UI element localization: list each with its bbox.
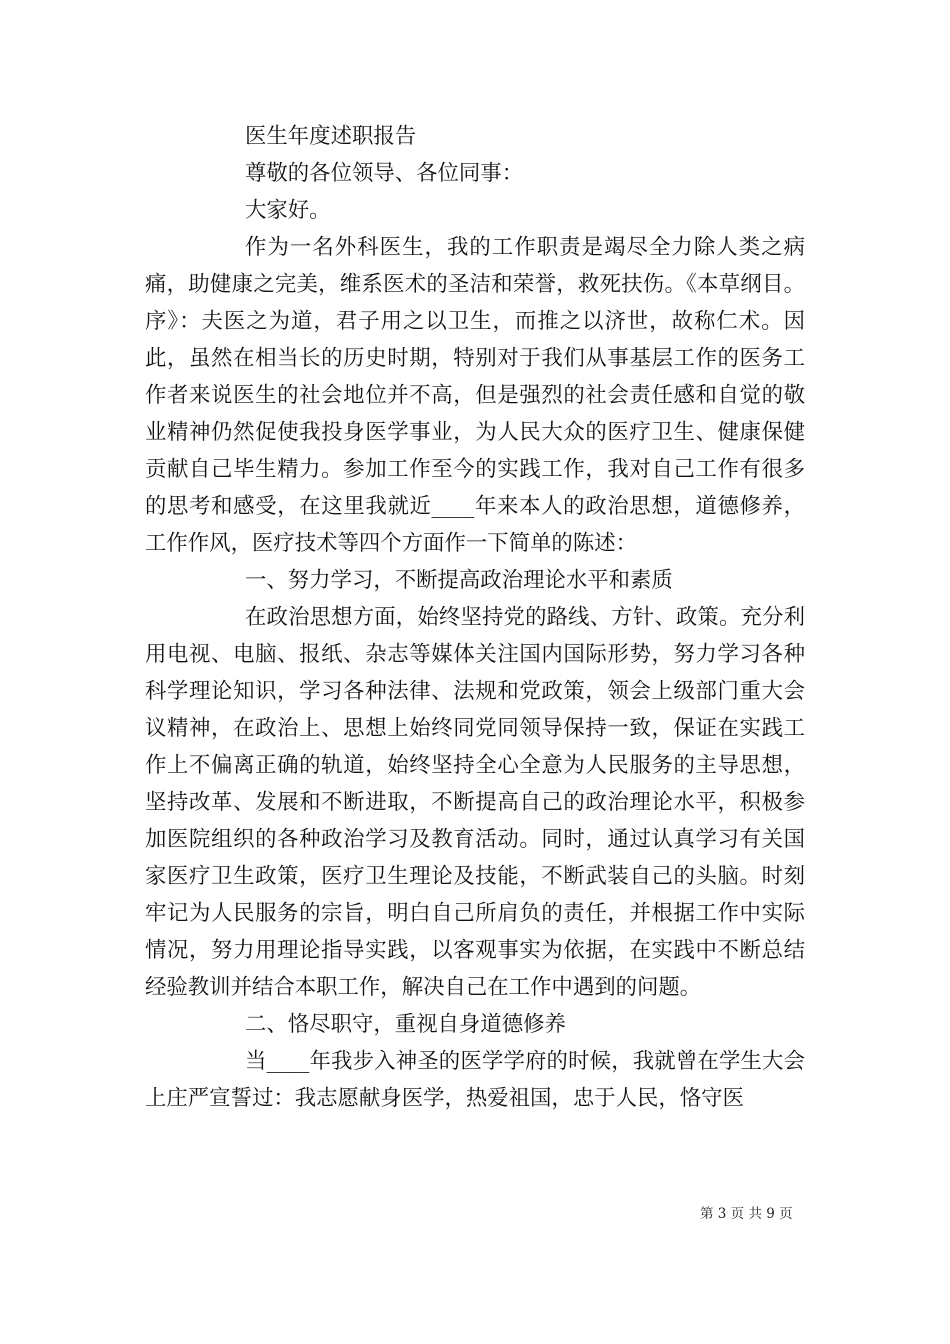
page-number: 第 3 页 共 9 页: [700, 1206, 793, 1222]
document-body: [145, 118, 805, 1117]
section-1-heading: 一、努力学习，不断提高政治理论水平和素质: [245, 568, 673, 593]
intro-paragraph: 作为一名外科医生，我的工作职责是竭尽全力除人类之病痛，助健康之完美，维系医术的圣洁和荣誉，救死扶伤。《本草纲目。序》：夫医之为道，君子用之以卫生，而推之以济世，故称仁术。因此，虽然在相当长的历史时期，特别对于我们从事基层工作的医务工作者来说医生的社会地位并不高，但是强烈的社会责任感和自觉的敬业精神仍然促使我投身医学事业，为人民大众的医疗卫生、健康保健贡献自己毕生精力。参加工作至今的实践工作，我对自己工作有很多的思考和感受，在这里我就近____年来本人的政治思想，道德修养，工作作风，医疗技术等四个方面作一下简单的陈述：: [145, 235, 805, 556]
section-1-paragraph: 在政治思想方面，始终坚持党的路线、方针、政策。充分利用电视、电脑、报纸、杂志等媒体关注国内国际形势，努力学习各种科学理论知识，学习各种法律、法规和党政策，领会上级部门重大会议精神，在政治上、思想上始终同党同领导保持一致，保证在实践工作上不偏离正确的轨道，始终坚持全心全意为人民服务的主导思想，坚持改革、发展和不断进取，不断提高自己的政治理论水平，积极参加医院组织的各种政治学习及教育活动。同时，通过认真学习有关国家医疗卫生政策，医疗卫生理论及技能，不断武装自己的头脑。时刻牢记为人民服务的宗旨，明白自己所肩负的责任，并根据工作中实际情况，努力用理论指导实践，以客观事实为依据，在实践中不断总结经验教训并结合本职工作，解决自己在工作中遇到的问题。: [145, 605, 805, 1000]
section-2-paragraph: 当____年我步入神圣的医学学府的时候，我就曾在学生大会上庄严宣誓过：我志愿献身医学，热爱祖国，忠于人民，恪守医: [145, 1049, 805, 1111]
greeting: 大家好。: [245, 198, 331, 223]
salutation: 尊敬的各位领导、各位同事：: [245, 161, 524, 186]
document-title: 医生年度述职报告: [245, 124, 417, 149]
section-2-heading: 二、恪尽职守，重视自身道德修养: [245, 1012, 566, 1037]
